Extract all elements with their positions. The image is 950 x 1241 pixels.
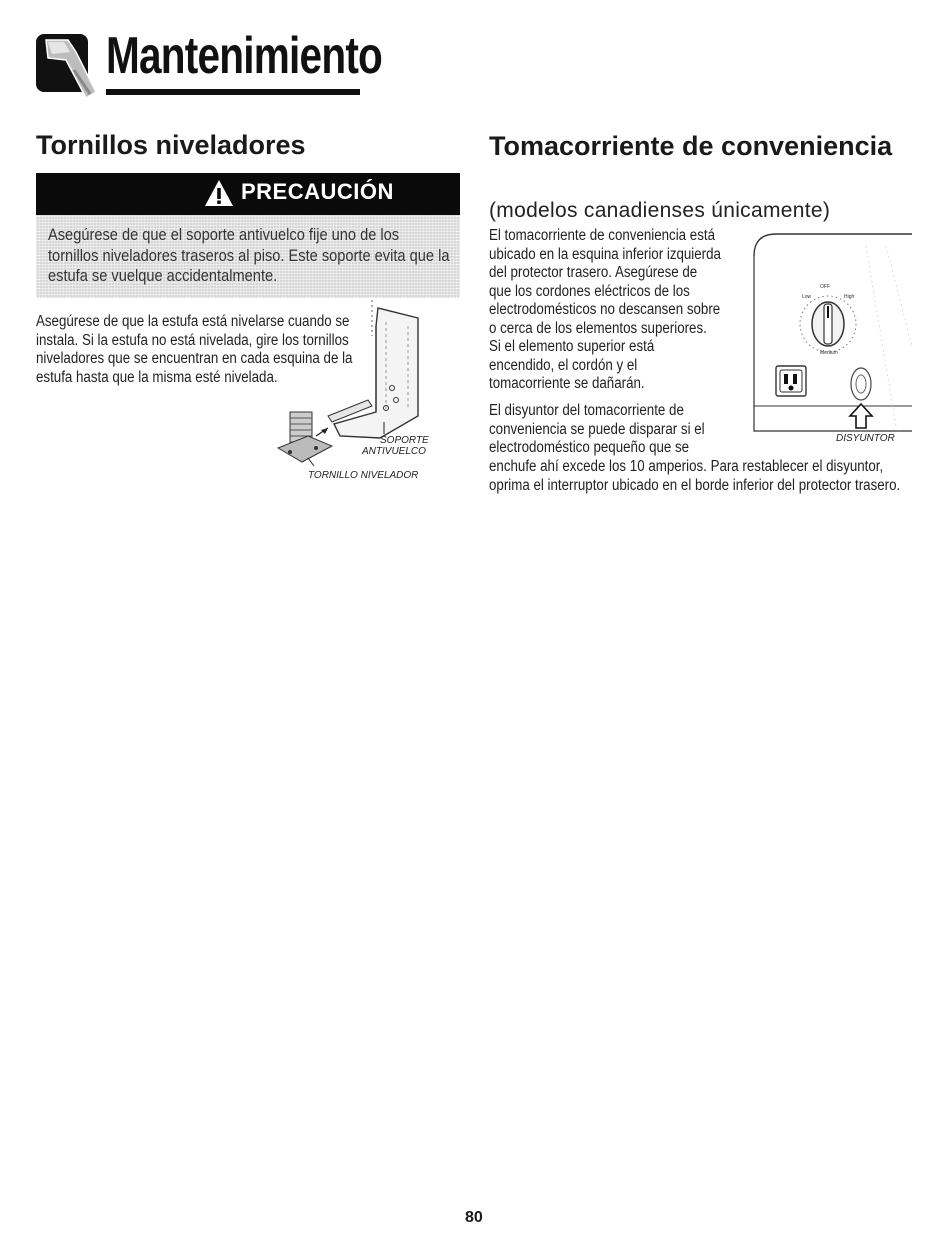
page-title: Mantenimiento [106, 27, 383, 85]
title-rule [106, 89, 360, 95]
leveling-screw-label: TORNILLO NIVELADOR [308, 470, 419, 481]
knob-low-label: Low [802, 294, 812, 300]
caution-body [36, 215, 460, 298]
breaker-label: DISYUNTOR [836, 433, 895, 444]
outlet-paragraph-2-end: enchufe ahí excede los 10 amperios. Para restablecer el disyuntor, oprima el interruptor ubicado en el borde inferior del protector trasero. [489, 458, 901, 494]
bracket-label: SOPORTE [380, 435, 429, 446]
page-number: 80 [465, 1209, 483, 1226]
outlet-heading: Tomacorriente de conveniencia [489, 131, 893, 161]
outlet-subheading: (modelos canadienses únicamente) [489, 199, 831, 222]
knob-off-label: OFF [820, 284, 830, 290]
caution-text: Asegúrese de que el soporte antivuelco fije uno de los tornillos niveladores traseros al piso. Este soporte evita que la estufa se vuelque accidentalmente. [48, 225, 450, 285]
warning-triangle-icon [204, 178, 234, 208]
caution-box [36, 173, 460, 298]
anti-tip-label: ANTIVUELCO [362, 446, 426, 457]
knob-high-label: High [844, 294, 855, 300]
outlet-paragraph-1: El tomacorriente de conveniencia está ubicado en la esquina inferior izquierda del protector trasero. Asegúrese de que los cordones eléctricos de los electrodomésticos no descansen sobre o cerca de los elementos superiores. Si el elemento superior está encendido, el cordón y el tomacorriente se dañarán. [489, 227, 721, 392]
leveling-screws-heading: Tornillos niveladores [36, 130, 306, 160]
outlet-paragraph-2-start: El disyuntor del tomacorriente de conveniencia se puede disparar si el electrodoméstico pequeño que se [489, 402, 705, 456]
convenience-outlet-illustration [746, 226, 912, 436]
caution-label: PRECAUCIÓN [241, 179, 394, 204]
knob-medium-label: Medium [820, 350, 838, 356]
leveling-instructions: Asegúrese de que la estufa está nivelarse cuando se instala. Si la estufa no está nivelada, gire los tornillos niveladores que se encuentran en cada esquina de la estufa hasta que la misma esté nivelada. [36, 313, 353, 386]
wrench-icon [36, 30, 98, 100]
